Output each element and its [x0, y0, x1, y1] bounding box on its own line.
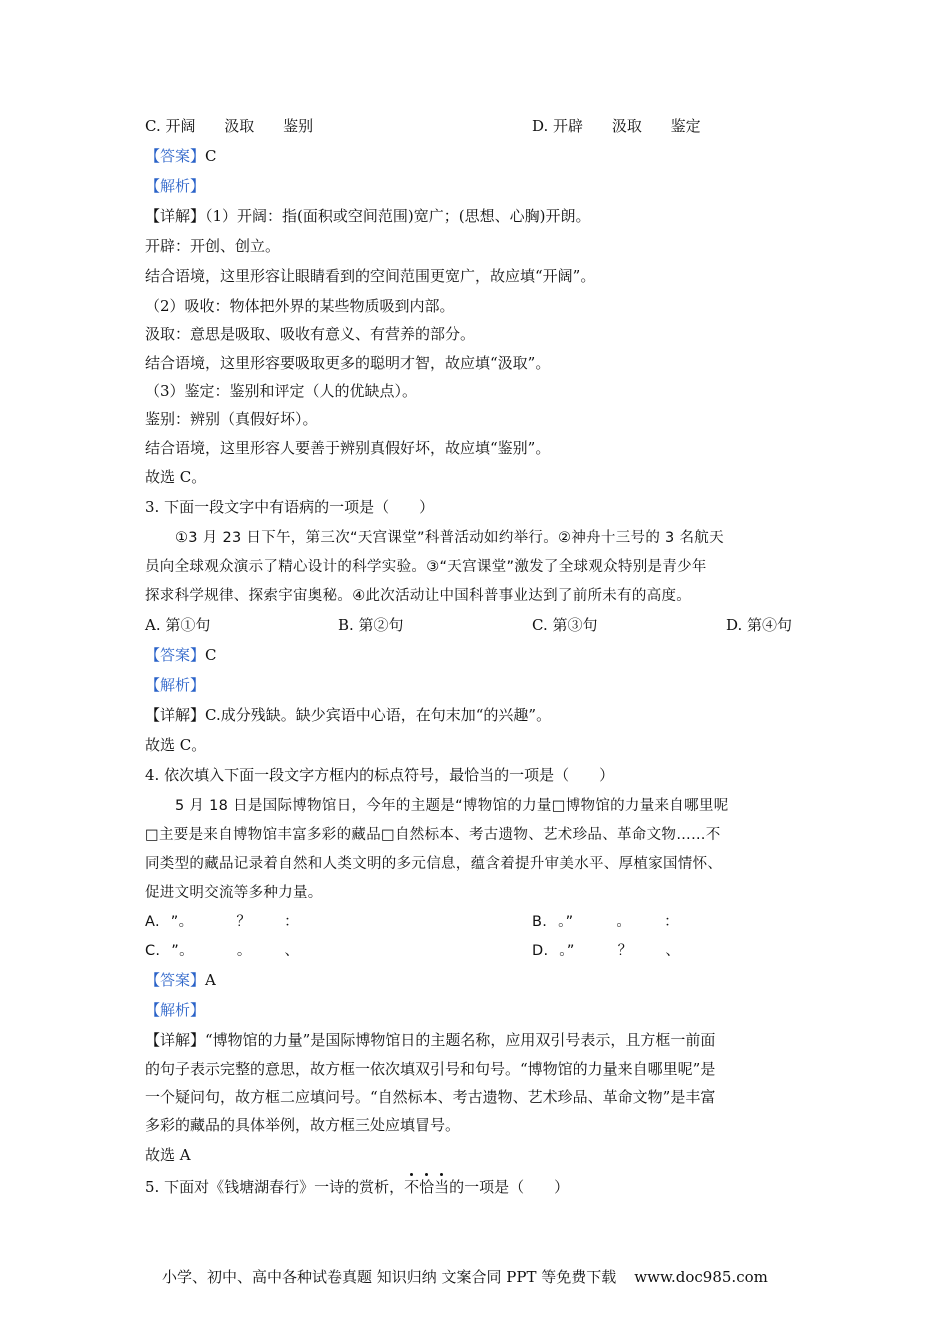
q4-passage-line: 同类型的藏品记录着自然和人类文明的多元信息，蕴含着提升审美水平、厚植家国情怀、: [145, 856, 723, 872]
q4-conclusion: 故选 A: [145, 1146, 191, 1164]
q2-answer: [145, 145, 217, 167]
q2-option-d-word-2: 汲取: [611, 117, 642, 135]
q4-option-b: [532, 911, 679, 933]
page-footer: [162, 1266, 768, 1288]
q3-conclusion: 故选 C。: [145, 736, 207, 754]
option-letter: D.: [532, 943, 549, 959]
q4-option-a: [145, 911, 299, 933]
option-letter: B.: [532, 914, 548, 930]
detail-text: C.成分残缺。缺少宾语中心语，在句末加“的兴趣”。: [205, 706, 552, 724]
footer-text: 小学、初中、高中各种试卷真题 知识归纳 文案合同 PPT 等免费下载: [162, 1268, 617, 1286]
analysis-tag: 【解析】: [145, 1001, 206, 1019]
option-punct-3: ：: [664, 914, 679, 930]
q2-detail-line: （2）吸收：物体把外界的某些物质吸到内部。: [145, 297, 455, 315]
emphasis-char: 当: [434, 1178, 450, 1196]
q4-detail-line: 一个疑问句，故方框二应填问号。“自然标本、考古遗物、艺术珍品、革命文物”是丰富: [145, 1088, 716, 1106]
q3-stem: 3. 下面一段文字中有语病的一项是（ ）: [145, 498, 435, 516]
q3-answer: [145, 644, 217, 666]
option-punct-1: 。”: [558, 914, 574, 930]
q4-detail-line: 的句子表示完整的意思，故方框一依次填双引号和句号。“博物馆的力量来自哪里呢”是: [145, 1060, 716, 1078]
option-punct-1: ”。: [170, 914, 194, 930]
q2-detail-line: 结合语境，这里形容人要善于辨别真假好坏，故应填“鉴别”。: [145, 439, 551, 457]
option-punct-3: 、: [665, 943, 681, 959]
answer-tag: 【答案】: [145, 147, 206, 165]
emphasis-char: 不: [404, 1178, 420, 1196]
q2-detail-line: （3）鉴定：鉴别和评定（人的优缺点）。: [145, 382, 418, 400]
q4-option-c: [145, 940, 299, 962]
analysis-tag: 【解析】: [145, 177, 206, 195]
q2-option-c-letter: C.: [145, 117, 161, 135]
q2-detail-line: 开辟：开创、创立。: [145, 237, 281, 255]
footer-url[interactable]: www.doc985.com: [634, 1268, 768, 1286]
q2-option-c-word-2: 汲取: [224, 117, 255, 135]
q3-passage-line: 探求科学规律、探索宇宙奥秘。④此次活动让中国科普事业达到了前所未有的高度。: [145, 588, 692, 604]
option-punct-1: ”。: [171, 943, 194, 959]
q5-stem-before: 5. 下面对《钱塘湖春行》一诗的赏析，: [145, 1178, 405, 1196]
answer-value: C: [205, 646, 217, 664]
q2-detail-line: 汲取：意思是吸取、吸收有意义、有营养的部分。: [145, 325, 476, 343]
q4-option-d: [532, 940, 680, 962]
q2-option-c-word-1: 开阔: [165, 117, 196, 135]
q3-detail: [145, 704, 551, 726]
detail-tag: 【详解】: [145, 207, 206, 225]
q2-option-d-word-3: 鉴定: [670, 117, 701, 135]
option-punct-2: 。: [616, 914, 632, 930]
answer-tag: 【答案】: [145, 646, 206, 664]
q2-detail-line: 结合语境，这里形容要吸取更多的聪明才智，故应填“汲取”。: [145, 354, 551, 372]
emphasis-char: 恰: [419, 1178, 435, 1196]
q4-stem: 4. 依次填入下面一段文字方框内的标点符号，最恰当的一项是（ ）: [145, 766, 615, 784]
q4-passage-line: 促进文明交流等多种力量。: [145, 885, 323, 901]
q4-passage-line: □主要是来自博物馆丰富多彩的藏品□自然标本、考古遗物、艺术珍品、革命文物……不: [145, 827, 721, 843]
q3-option-c: C. 第③句: [532, 616, 598, 634]
option-letter: A.: [145, 914, 160, 930]
q4-detail-line: [145, 1029, 715, 1051]
detail-tag: 【详解】: [145, 706, 206, 724]
q5-stem-after: 的一项是（ ）: [449, 1178, 570, 1196]
q2-option-c: [145, 115, 313, 137]
q2-conclusion: 故选 C。: [145, 468, 207, 486]
detail-text: （1）开阔：指(面积或空间范围)宽广；(思想、心胸)开朗。: [205, 207, 591, 225]
q3-passage-line: 员向全球观众演示了精心设计的科学实验。③“天宫课堂”激发了全球观众特别是青少年: [145, 559, 707, 575]
q2-option-d-word-1: 开辟: [553, 117, 584, 135]
q4-passage-line: 5 月 18 日是国际博物馆日，今年的主题是“博物馆的力量□博物馆的力量来自哪里呢: [175, 798, 729, 814]
option-punct-2: ？: [236, 914, 252, 930]
detail-tag: 【详解】: [145, 1031, 206, 1049]
answer-value: C: [205, 147, 217, 165]
option-punct-1: 。”: [559, 943, 575, 959]
q3-option-d: D. 第④句: [726, 616, 793, 634]
q2-option-d: [532, 115, 701, 137]
q3-option-a: A. 第①句: [145, 616, 211, 634]
q4-detail-line: 多彩的藏品的具体举例，故方框三处应填冒号。: [145, 1116, 461, 1134]
answer-tag: 【答案】: [145, 971, 206, 989]
analysis-tag: 【解析】: [145, 676, 206, 694]
answer-value: A: [205, 971, 216, 989]
option-punct-3: ：: [284, 914, 299, 930]
option-letter: C.: [145, 943, 161, 959]
q2-option-d-letter: D.: [532, 117, 549, 135]
q4-analysis: [145, 999, 205, 1021]
q4-answer: [145, 969, 216, 991]
q5-stem: [145, 1176, 569, 1198]
option-punct-2: 。: [236, 943, 252, 959]
q3-option-b: B. 第②句: [338, 616, 404, 634]
detail-text: “博物馆的力量”是国际博物馆日的主题名称，应用双引号表示，且方框一前面: [205, 1031, 716, 1049]
q2-detail-line: [145, 205, 590, 227]
q3-passage-line: ①3 月 23 日下午，第三次“天宫课堂”科普活动如约举行。②神舟十三号的 3 名航天: [175, 530, 724, 546]
q2-analysis: [145, 175, 205, 197]
option-punct-2: ？: [617, 943, 633, 959]
q2-detail-line: 结合语境，这里形容让眼睛看到的空间范围更宽广，故应填“开阔”。: [145, 267, 596, 285]
q2-option-c-word-3: 鉴别: [283, 117, 314, 135]
q3-analysis: [145, 674, 205, 696]
q2-detail-line: 鉴别：辨别（真假好坏）。: [145, 410, 318, 428]
option-punct-3: 、: [284, 943, 300, 959]
